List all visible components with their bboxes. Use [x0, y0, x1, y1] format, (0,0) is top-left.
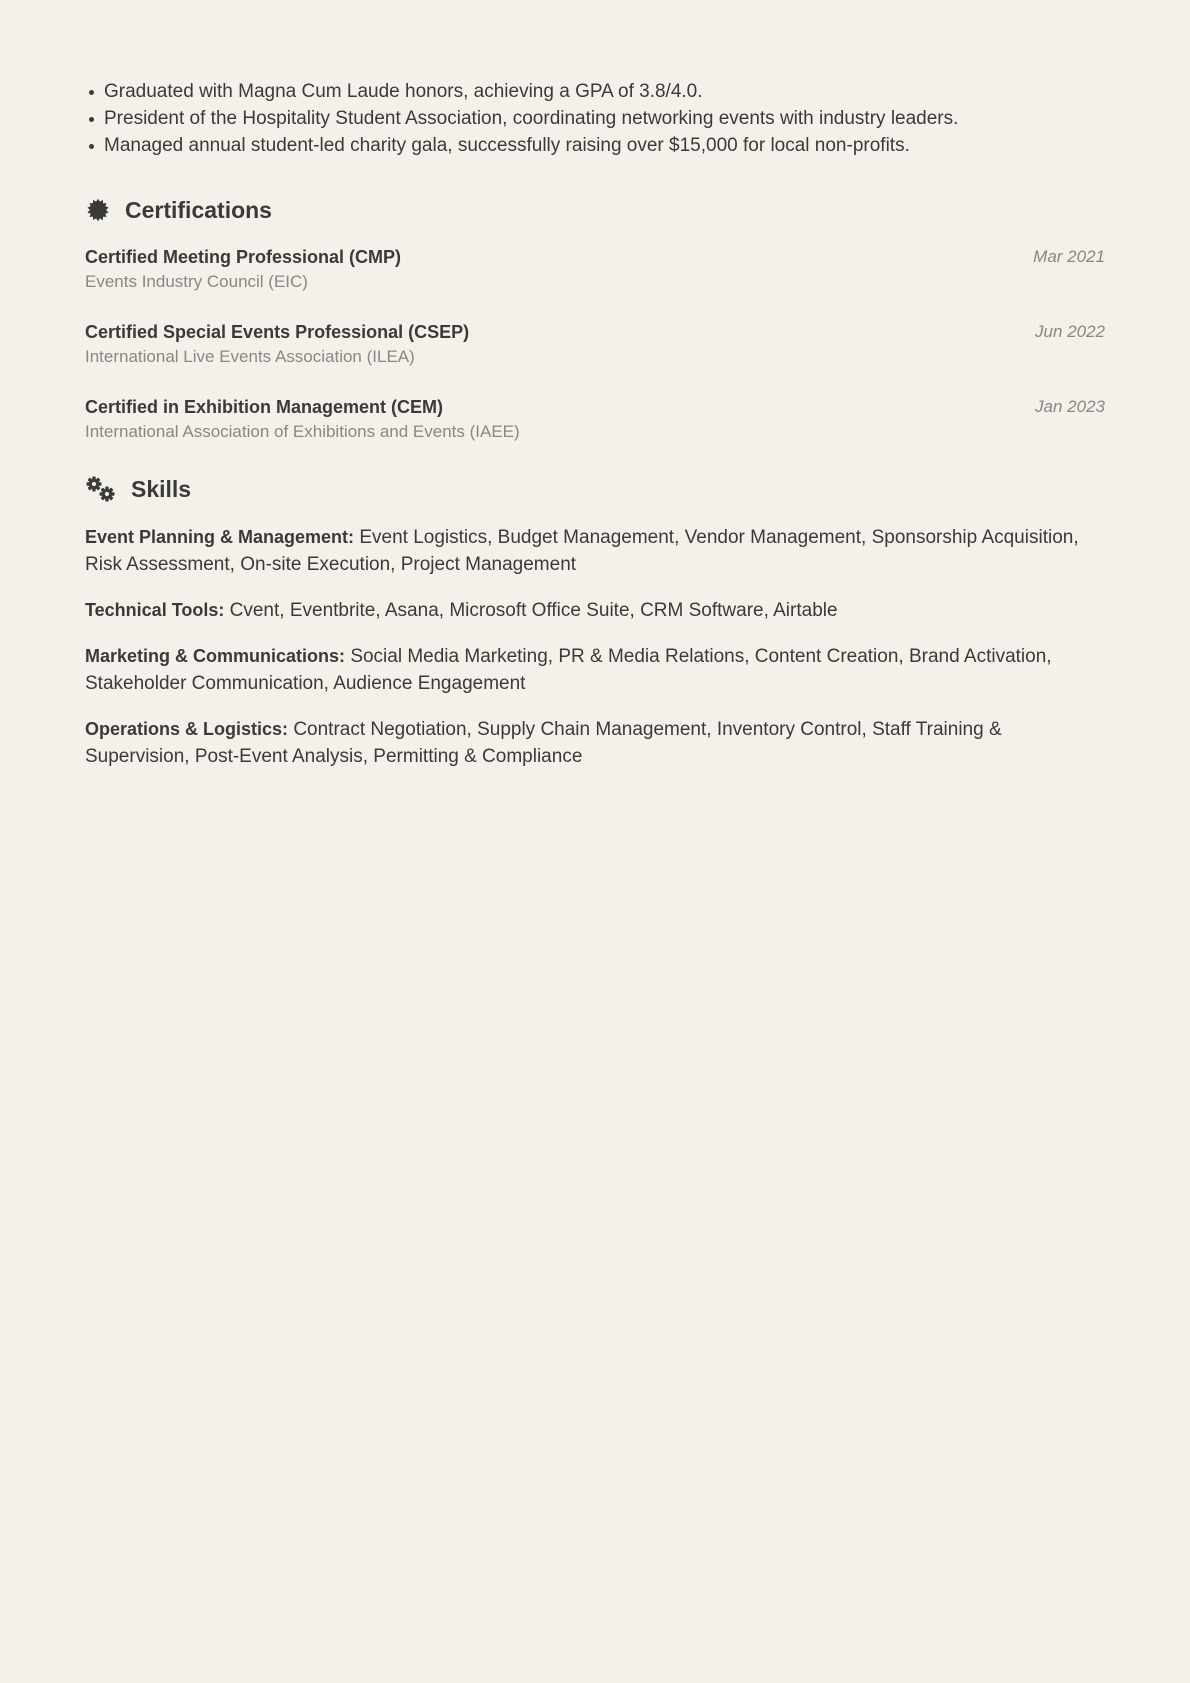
list-item: President of the Hospitality Student Association, coordinating networking events with industry leaders.: [104, 105, 1105, 132]
skills-heading: Skills: [131, 475, 192, 502]
gears-icon: [85, 475, 117, 503]
certification-item: [85, 395, 1105, 447]
skill-category: Event Planning & Management:: [85, 527, 355, 547]
certifications-list: [85, 245, 1105, 447]
skill-category: Marketing & Communications:: [85, 646, 346, 666]
certifications-section: [85, 195, 1105, 447]
certification-issuer: Events Industry Council (EIC): [85, 272, 308, 291]
certification-name: Certified in Exhibition Management (CEM): [85, 397, 444, 417]
certification-issuer: International Live Events Association (ILEA): [85, 347, 415, 366]
certification-issuer: International Association of Exhibitions and Events (IAEE): [85, 422, 520, 441]
skill-values: Event Logistics, Budget Management, Vendor Management, Sponsorship Acquisition, Risk Assessment, On-site Execution, Project Management: [85, 527, 1079, 575]
skill-values: Contract Negotiation, Supply Chain Management, Inventory Control, Staff Training & Supervision, Post-Event Analysis, Permitting & Compliance: [85, 719, 1002, 767]
skill-values: Cvent, Eventbrite, Asana, Microsoft Office Suite, CRM Software, Airtable: [229, 600, 838, 621]
skills-header: [85, 474, 1105, 504]
certification-item: [85, 320, 1105, 372]
certifications-header: [85, 195, 1105, 225]
skills-list: [85, 524, 1105, 770]
skill-row: [85, 524, 1105, 578]
list-item: Graduated with Magna Cum Laude honors, achieving a GPA of 3.8/4.0.: [104, 78, 1105, 105]
list-item: Managed annual student-led charity gala, successfully raising over $15,000 for local non-profits.: [104, 132, 1105, 159]
skill-row: [85, 716, 1105, 770]
skills-section: [85, 474, 1105, 770]
certification-date: Jun 2022: [1035, 322, 1105, 341]
education-highlights: [85, 78, 1105, 159]
certification-date: Mar 2021: [1033, 247, 1105, 266]
certification-name: Certified Meeting Professional (CMP): [85, 247, 402, 267]
certification-date: Jan 2023: [1035, 397, 1105, 416]
certificate-icon: [85, 197, 111, 223]
certifications-heading: Certifications: [125, 196, 272, 223]
skill-row: [85, 597, 1105, 624]
resume-page: [85, 78, 1105, 781]
certification-item: [85, 245, 1105, 297]
skill-category: Technical Tools:: [85, 600, 225, 620]
certification-name: Certified Special Events Professional (CSEP): [85, 322, 470, 342]
skill-values: Social Media Marketing, PR & Media Relations, Content Creation, Brand Activation, Stakeholder Communication, Audience Engagement: [85, 646, 1052, 694]
skill-row: [85, 643, 1105, 697]
skill-category: Operations & Logistics:: [85, 719, 289, 739]
